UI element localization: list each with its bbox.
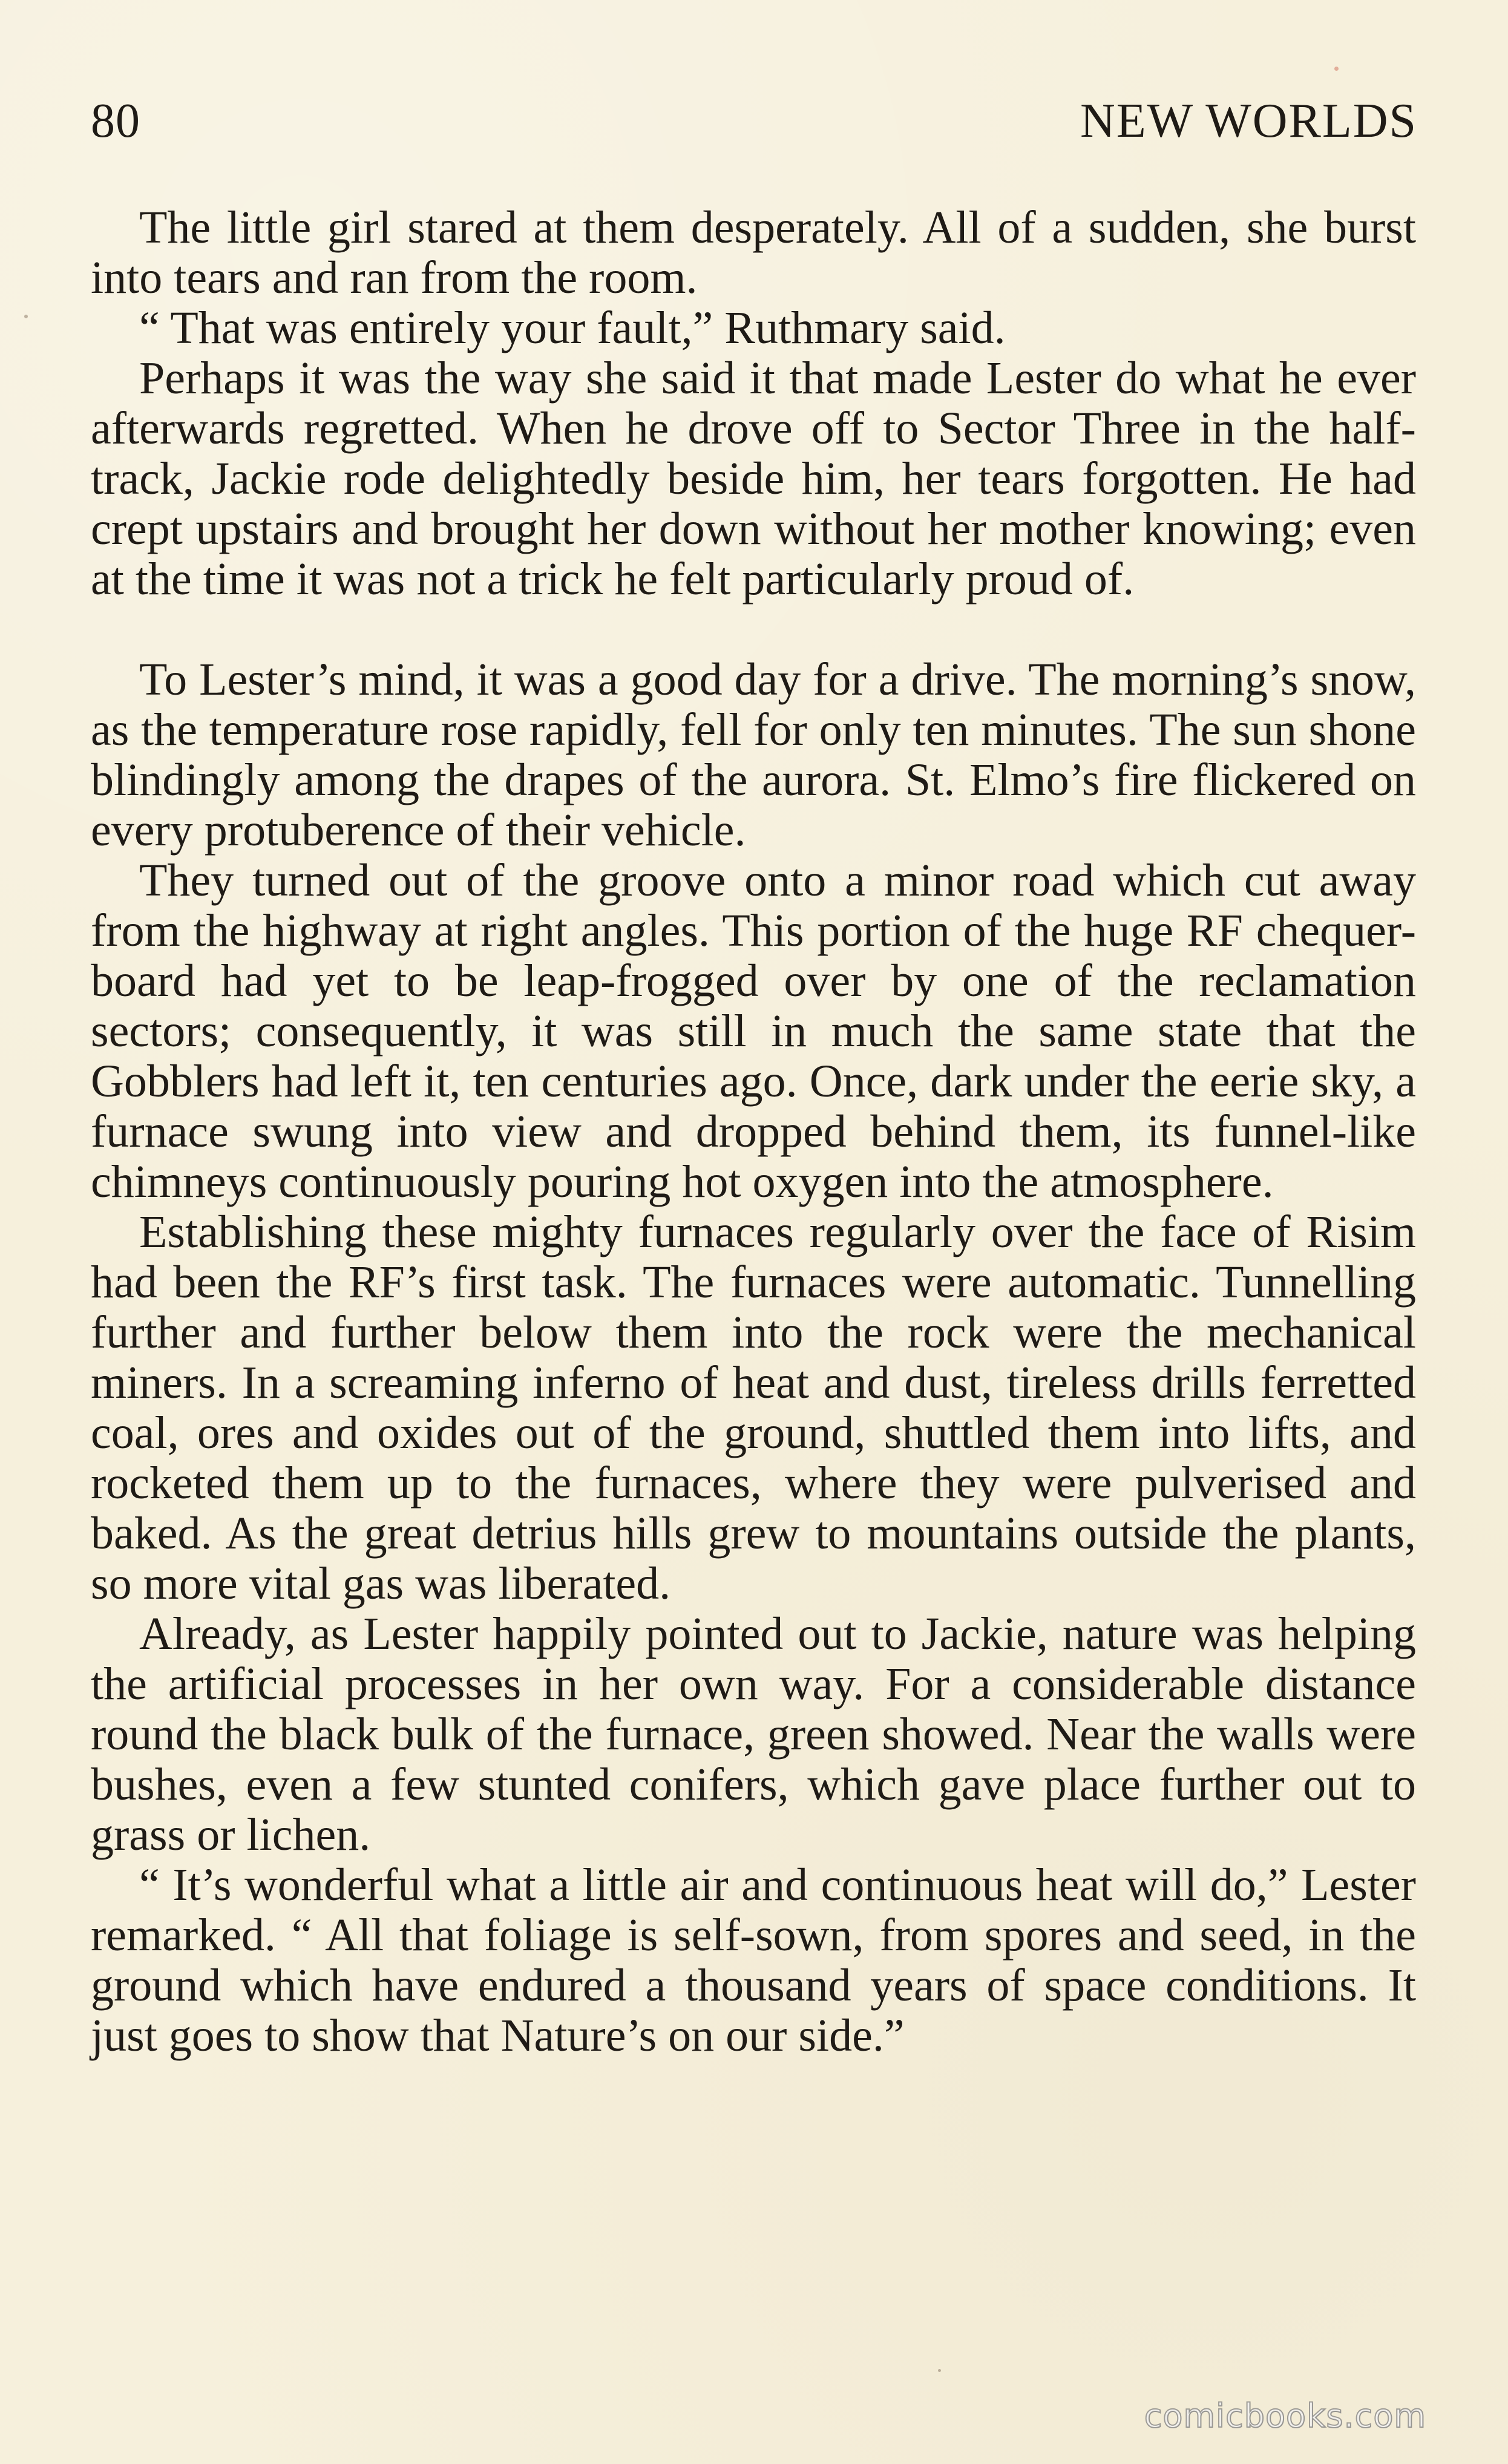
paragraph-8: “ It’s wonderful what a little air and continuous heat will do,” Lester remarked. “ All that foliage is self-sown, from spores and seed, in the ground which have endured a thousand years of space conditions. It just goes to show that Nature’s on our side.” <box>91 1859 1416 2061</box>
paragraph-5: They turned out of the groove onto a minor road which cut away from the highway at right angles. This portion of the huge RF chequer-board had yet to be leap-frogged over by one of the reclamation sectors; consequently, it was still in much the same state that the Gobblers had left it, ten centuries ago. Once, dark under the eerie sky, a furnace swung into view and dropped behind them, its funnel-like chimneys continuously pouring hot oxygen into the atmosphere. <box>91 855 1416 1207</box>
page-body <box>91 203 1416 2061</box>
paper-speck <box>1334 67 1339 71</box>
page-header <box>91 94 1417 163</box>
paragraph-1: The little girl stared at them desperately. All of a sudden, she burst into tears and ran from the room. <box>91 202 1416 303</box>
paragraph-7: Already, as Lester happily pointed out to Jackie, nature was helping the artificial processes in her own way. For a considerable distance round the black bulk of the furnace, green showed. Near the walls were bushes, even a few stunted conifers, which gave place further out to grass or lichen. <box>91 1608 1416 1860</box>
running-head: NEW WORLDS <box>1080 94 1417 148</box>
site-watermark: comicbooks.com <box>1144 2397 1426 2435</box>
paper-speck <box>938 2369 941 2372</box>
paragraph-2: “ That was entirely your fault,” Ruthmary said. <box>139 303 1006 353</box>
paragraph-3: Perhaps it was the way she said it that made Lester do what he ever afterwards regretted. When he drove off to Sector Three in the half-track, Jackie rode delightedly beside him, her tears forgotten. He had crept upstairs and brought her down without her mother knowing; even at the time it was not a trick he felt particularly proud of. <box>91 353 1416 605</box>
paragraph-6: Establishing these mighty furnaces regularly over the face of Risim had been the RF’s first task. The furnaces were automatic. Tunnelling further and further below them into the rock were the mechanical miners. In a screaming inferno of heat and dust, tireless drills ferretted coal, ores and oxides out of the ground, shuttled them into lifts, and rocketed them up to the furnaces, where they were pulverised and baked. As the great detrius hills grew to mountains outside the plants, so more vital gas was liberated. <box>91 1207 1416 1609</box>
paragraph-4: To Lester’s mind, it was a good day for a drive. The morning’s snow, as the temperature rose rapidly, fell for only ten minutes. The sun shone blindingly among the drapes of the aurora. St. Elmo’s fire flickered on every protuberence of their vehicle. <box>91 654 1416 856</box>
paper-speck <box>24 315 28 318</box>
page-number: 80 <box>91 94 140 148</box>
